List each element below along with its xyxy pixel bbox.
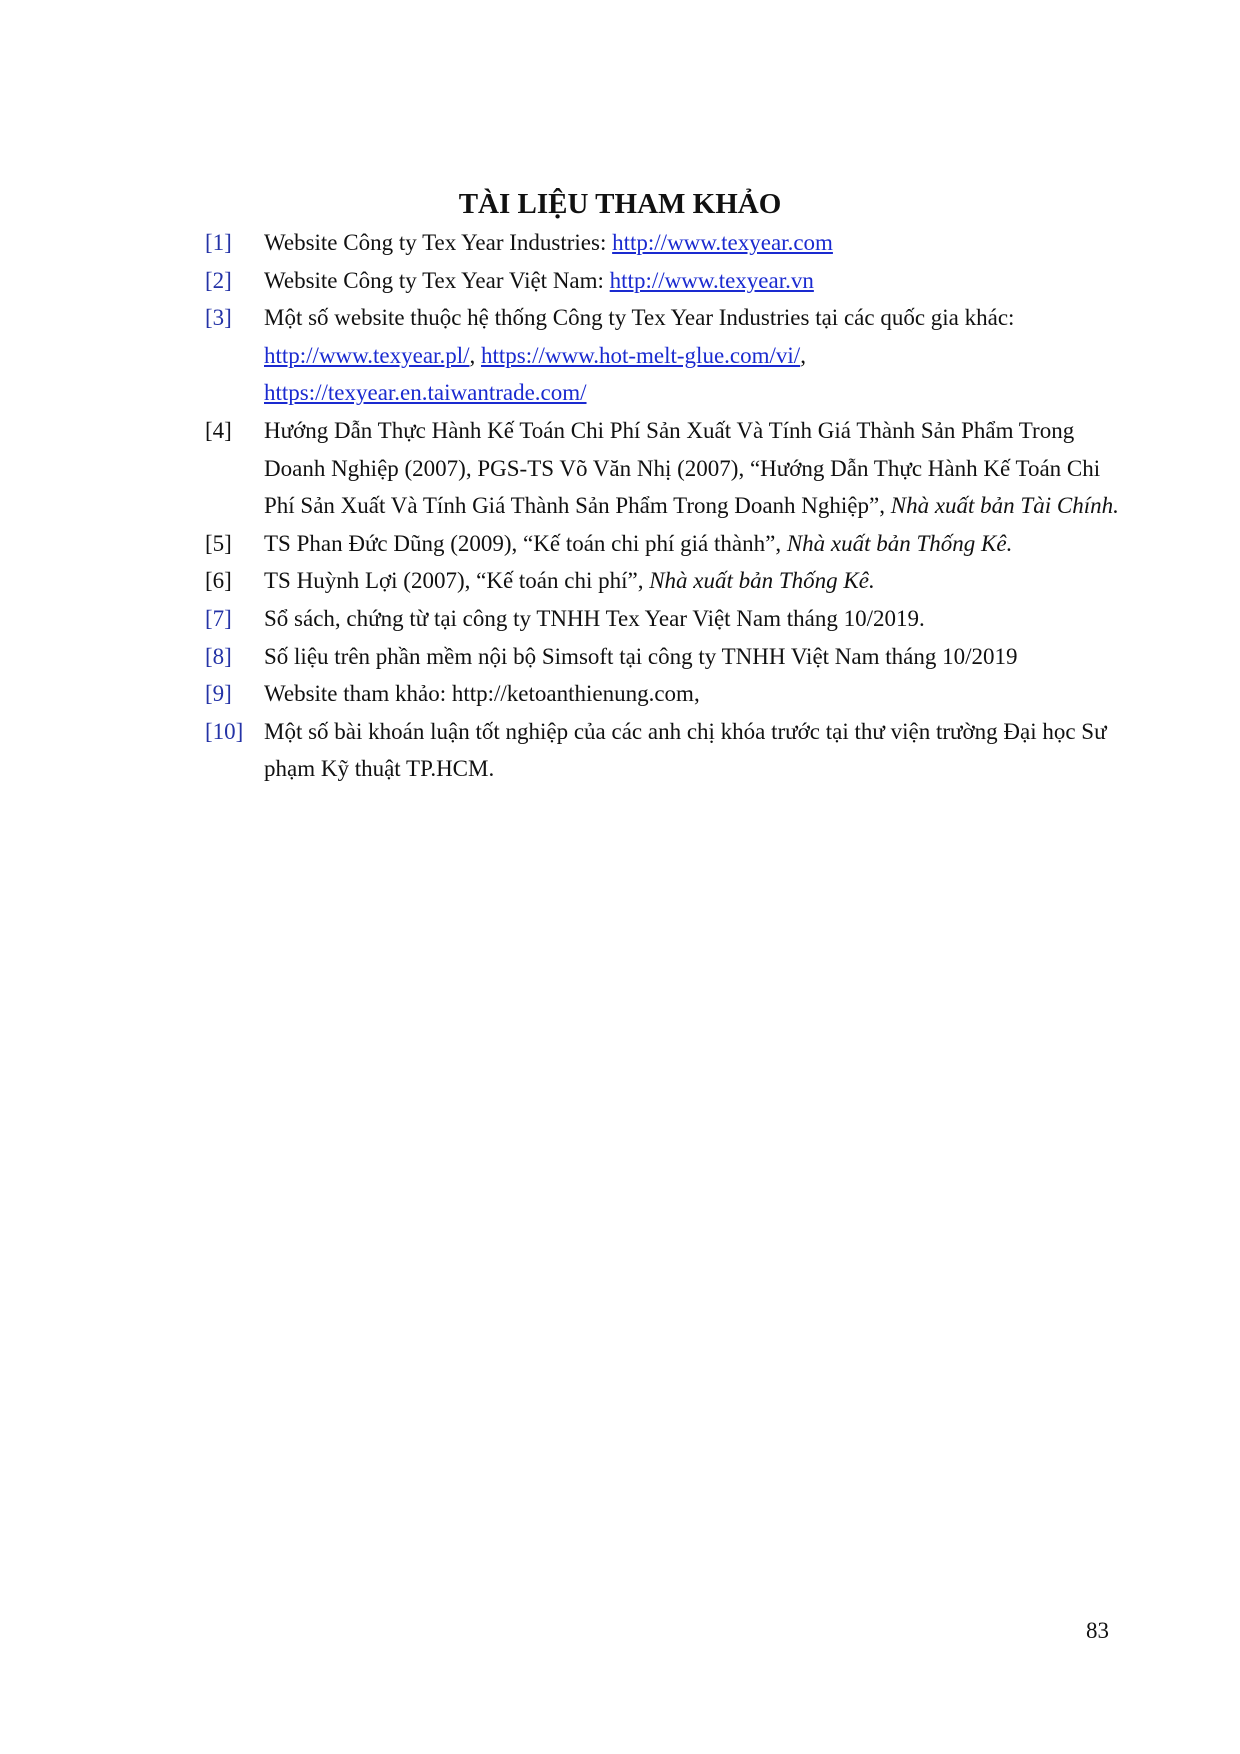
reference-text: Một số bài khoán luận tốt nghiệp của các anh chị khóa trước tại thư viện trường Đại học Sư phạm Kỹ thuật TP.HCM. — [264, 718, 1107, 782]
reference-item-10 — [205, 713, 1125, 788]
reference-text: Một số website thuộc hệ thống Công ty Tex Year Industries tại các quốc gia khác: — [264, 305, 1015, 331]
reference-number: [6] — [205, 568, 232, 594]
reference-number[interactable]: [8] — [205, 643, 232, 669]
reference-separator: , — [800, 342, 806, 368]
reference-number[interactable]: [2] — [205, 267, 232, 293]
reference-item-6 — [205, 562, 1125, 600]
reference-link[interactable]: http://www.texyear.vn — [609, 267, 814, 293]
reference-text: Website Công ty Tex Year Industries: — [264, 230, 613, 255]
reference-link[interactable]: http://www.texyear.com — [612, 230, 833, 255]
reference-publisher: Nhà xuất bản Tài Chính. — [890, 493, 1119, 519]
reference-item-3 — [205, 299, 1125, 412]
reference-separator: , — [469, 342, 481, 368]
reference-text: Số liệu trên phần mềm nội bộ Simsoft tại công ty TNHH Việt Nam tháng 10/2019 — [264, 643, 1018, 669]
reference-publisher: Nhà xuất bản Thống Kê. — [786, 530, 1013, 556]
reference-item-5 — [205, 525, 1125, 563]
reference-item-8 — [205, 638, 1125, 676]
reference-number[interactable]: [1] — [205, 230, 232, 255]
reference-item-7 — [205, 600, 1125, 638]
reference-text: Hướng Dẫn Thực Hành Kế Toán Chi Phí Sản Xuất Và Tính Giá Thành Sản Phẩm Trong Doanh Nghiệp (2007), PGS-TS Võ Văn Nhị (2007), “Hướng Dẫn Thực Hành Kế Toán Chi Phí Sản Xuất Và Tính Giá Thành Sản Phẩm Trong Doanh Nghiệp”, — [264, 417, 1101, 519]
page-title: TÀI LIỆU THAM KHẢO — [458, 188, 782, 220]
reference-text: TS Huỳnh Lợi (2007), “Kế toán chi phí”, — [264, 568, 650, 594]
reference-list — [205, 224, 1125, 788]
reference-publisher: Nhà xuất bản Thống Kê. — [649, 568, 875, 594]
reference-item-1 — [205, 224, 1125, 262]
page-number: 83 — [1086, 1618, 1109, 1643]
reference-link[interactable]: https://texyear.en.taiwantrade.com/ — [264, 380, 587, 406]
reference-text: TS Phan Đức Dũng (2009), “Kế toán chi phí giá thành”, — [264, 530, 787, 556]
reference-number[interactable]: [3] — [205, 305, 232, 331]
reference-number[interactable]: [10] — [205, 718, 244, 744]
reference-number[interactable]: [9] — [205, 681, 232, 707]
reference-number[interactable]: [7] — [205, 605, 232, 631]
reference-link[interactable]: https://www.hot-melt-glue.com/vi/ — [480, 342, 801, 368]
reference-item-4 — [205, 412, 1125, 525]
reference-item-9 — [205, 675, 1125, 713]
reference-text: Website tham khảo: http://ketoanthienung.com, — [264, 681, 700, 707]
reference-number: [4] — [205, 417, 232, 443]
reference-link[interactable]: http://www.texyear.pl/ — [264, 342, 470, 368]
reference-text: Website Công ty Tex Year Việt Nam: — [264, 267, 610, 293]
reference-number: [5] — [205, 530, 232, 556]
reference-text: Sổ sách, chứng từ tại công ty TNHH Tex Year Việt Nam tháng 10/2019. — [264, 605, 925, 631]
reference-item-2 — [205, 262, 1125, 300]
